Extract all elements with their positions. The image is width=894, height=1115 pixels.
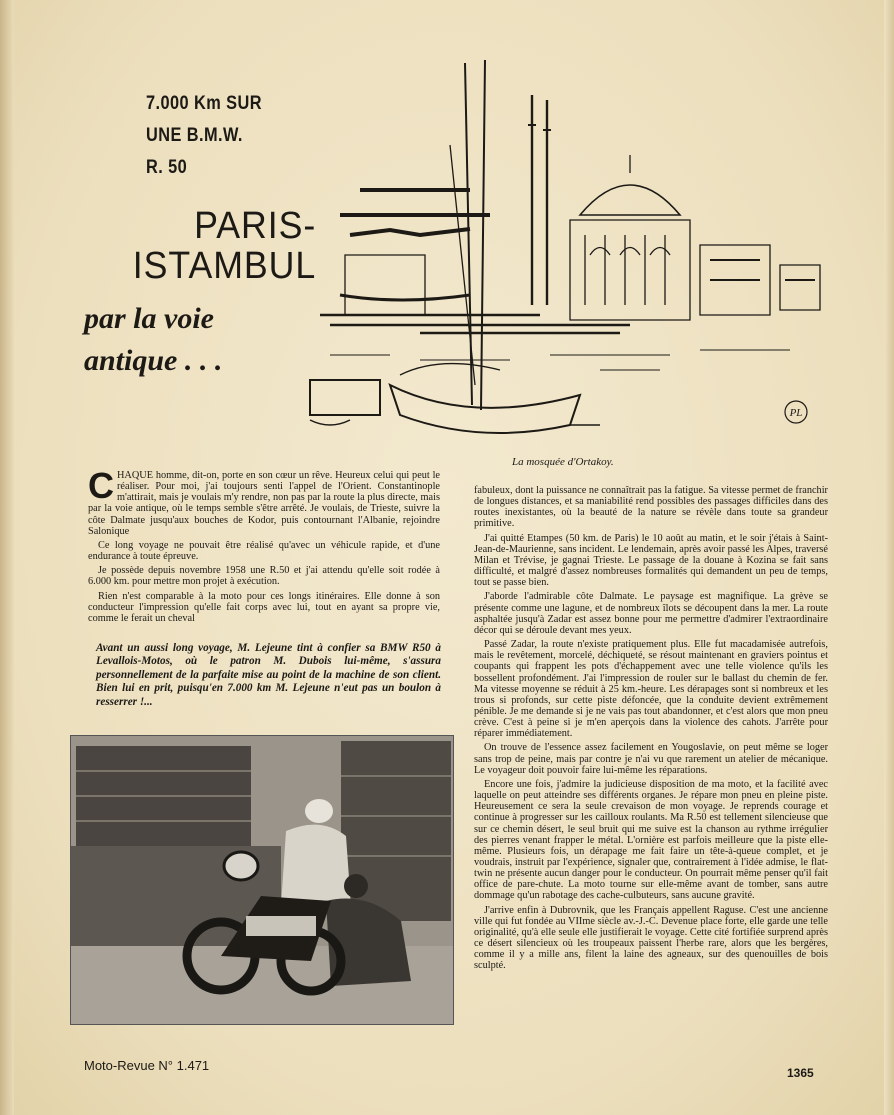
article-paragraph: Passé Zadar, la route n'existe pratiquement plus. Elle fut macadamisée autrefois, mais le revêtement, morcelé, déchiqueté, se résout maintenant en graviers pointus et coupants qui frappent les pots d'échappement avec une telle violence qu'ils les bossellent profondément. J'ai l'impression de rouler sur le ballast du chemin de fer. Ma vitesse moyenne se réduit à 25 km.-heure. Les dérapages sont si nombreux et les trous si profonds, sur cette piste défoncée, que la conduite devient extrêmement pénible. Je me demande si je ne vais pas tout abandonner, et c'est alors que mon pneu crève. C'est à peine si je m'en aperçois dans la violence des cahots. J'arrête pour réparer immédiatement. (474, 639, 828, 740)
subtitle-line: par la voie (84, 302, 214, 335)
intro-blurb: Avant un aussi long voyage, M. Lejeune tint à confier sa BMW R50 à Levallois-Motos, où le patron M. Dubois lui-même, s'assura personnellement de la parfaite mise au point de la machine de son client. Bien lui en prit, puisqu'en 7.000 km M. Lejeune n'eut pas un boulon à resserrer !... (96, 642, 441, 708)
article-paragraph: J'aborde l'admirable côte Dalmate. Le paysage est magnifique. La grève se présente comme une lagune, et de nombreux îlots se découpent dans la mer. La route asphaltée jusqu'à Zadar est assez bonne pour me permettre d'admirer l'extraordinaire décor qui se déroule devant mes yeux. (474, 591, 828, 636)
article-kicker (146, 88, 318, 184)
article-paragraph: CHAQUE homme, dit-on, porte en son cœur un rêve. Heureux celui qui peut le réaliser. Pour moi, j'ai toujours senti l'appel de l'Orient. Constantinople m'attirait, mais je voulais m'y rendre, non pas par la route la plus directe, mais par la voie antique, où le temps semble s'être arrêté. Je voulais, de Trieste, suivre la côte Dalmate jusqu'aux bouches de Kodor, puis contournant l'Albanie, rejoindre Salonique (88, 465, 440, 537)
kicker-line: R. 50 (146, 157, 188, 178)
illustrator-signature: PL (789, 407, 803, 419)
drop-cap: C (88, 465, 114, 506)
page-number: 1365 (787, 1066, 814, 1080)
article-paragraph: J'arrive enfin à Dubrovnik, que les Français appellent Raguse. C'est une ancienne ville qui fut fondée au VIIme siècle av.-J.-C. Devenue place forte, elle garde une telle originalité, qu'à elle seule elle justifierait le voyage. Cette cité fortifiée surprend après ce désert silencieux où les troupeaux paissent l'herbe rare, alors que les bergères, comme il y a mille ans, filent la laine des agneaux, sur des quenouilles de bois sculpté. (474, 904, 828, 972)
title-line: ISTAMBUL (132, 245, 316, 287)
page-edge-right (884, 0, 894, 1115)
article-subtitle (84, 298, 222, 382)
kicker-line: 7.000 Km SUR (146, 93, 262, 114)
subtitle-line: antique . . . (84, 344, 223, 377)
page-edge-left (0, 0, 14, 1115)
kicker-line: UNE B.M.W. (146, 125, 243, 146)
article-paragraph: J'ai quitté Etampes (50 km. de Paris) le 10 août au matin, et le soir j'étais à Saint-Jean-de-Maurienne, sans incident. Le lendemain, après avoir passé les Alpes, traversé Milan et Trévise, je gagnai Trieste. Le passage de la douane à Kozina se fait sans difficulté, et malgré d'assez nombreuses formalités qui demandent un peu de temps, tout se passe bien. (474, 532, 828, 589)
article-title (132, 206, 316, 286)
article-paragraph: On trouve de l'essence assez facilement en Yougoslavie, on peut même se loger sans trop de peine, mais par contre je n'ai vu que rarement un atelier de mécanique. Le voyageur doit pouvoir faire lui-même les réparations. (474, 742, 828, 776)
illustration-caption: La mosquée d'Ortakoy. (512, 456, 614, 468)
article-paragraph: Je possède depuis novembre 1958 une R.50 et j'ai attendu qu'elle soit rodée à 6.000 km. pour mettre mon projet à exécution. (88, 565, 440, 588)
article-column-left (88, 465, 440, 627)
magazine-issue-footer: Moto-Revue N° 1.471 (84, 1058, 210, 1073)
article-column-right (474, 485, 828, 975)
title-line: PARIS- (193, 205, 316, 247)
article-paragraph: Ce long voyage ne pouvait être réalisé qu'avec un véhicule rapide, et d'une endurance à toute épreuve. (88, 539, 440, 563)
mosque-sketch-illustration (300, 55, 830, 450)
workshop-photo (70, 735, 454, 1025)
article-paragraph: Rien n'est comparable à la moto pour ces longs itinéraires. Elle donne à son conducteur l'impression qu'elle fait corps avec lui, tout en ayant sa propre vie, comme le ferait un cheval (88, 590, 440, 624)
article-paragraph: Encore une fois, j'admire la judicieuse disposition de ma moto, et la facilité avec laquelle on peut atteindre ses différents organes. Je répare mon pneu en pleine piste. Heureusement ce sera la seule crevaison de mon voyage. Je reprends courage et continue à progresser sur les cailloux roulants. Ma R.50 est tellement silencieuse que sur ce chemin désert, le seul bruit qui me suive est la chanson au rythme irrégulier des pierres venant frapper le métal. L'ornière est parfois meilleure que la piste elle-même. Plusieurs fois, un dérapage me fait faire un tête-à-queue complet, et je voudrais, instruit par l'expérience, signaler que, contrairement à l'idée admise, le flat-twin ne présente aucun danger pour le conducteur. On pourrait même penser qu'il fait office de pare-chute. La moto tourne sur elle-même avant de tomber, sans autre dommage qu'un rabotage des cache-culbuteurs, sans aucune gravité. (474, 778, 828, 902)
article-paragraph: fabuleux, dont la puissance ne connaîtrait pas la fatigue. Sa vitesse permet de franchir de longues distances, et sa maniabilité rend possibles des passages difficiles dans des routes inexistantes, où la beauté de la nature se révèle dans toute sa grandeur primitive. (474, 485, 828, 530)
